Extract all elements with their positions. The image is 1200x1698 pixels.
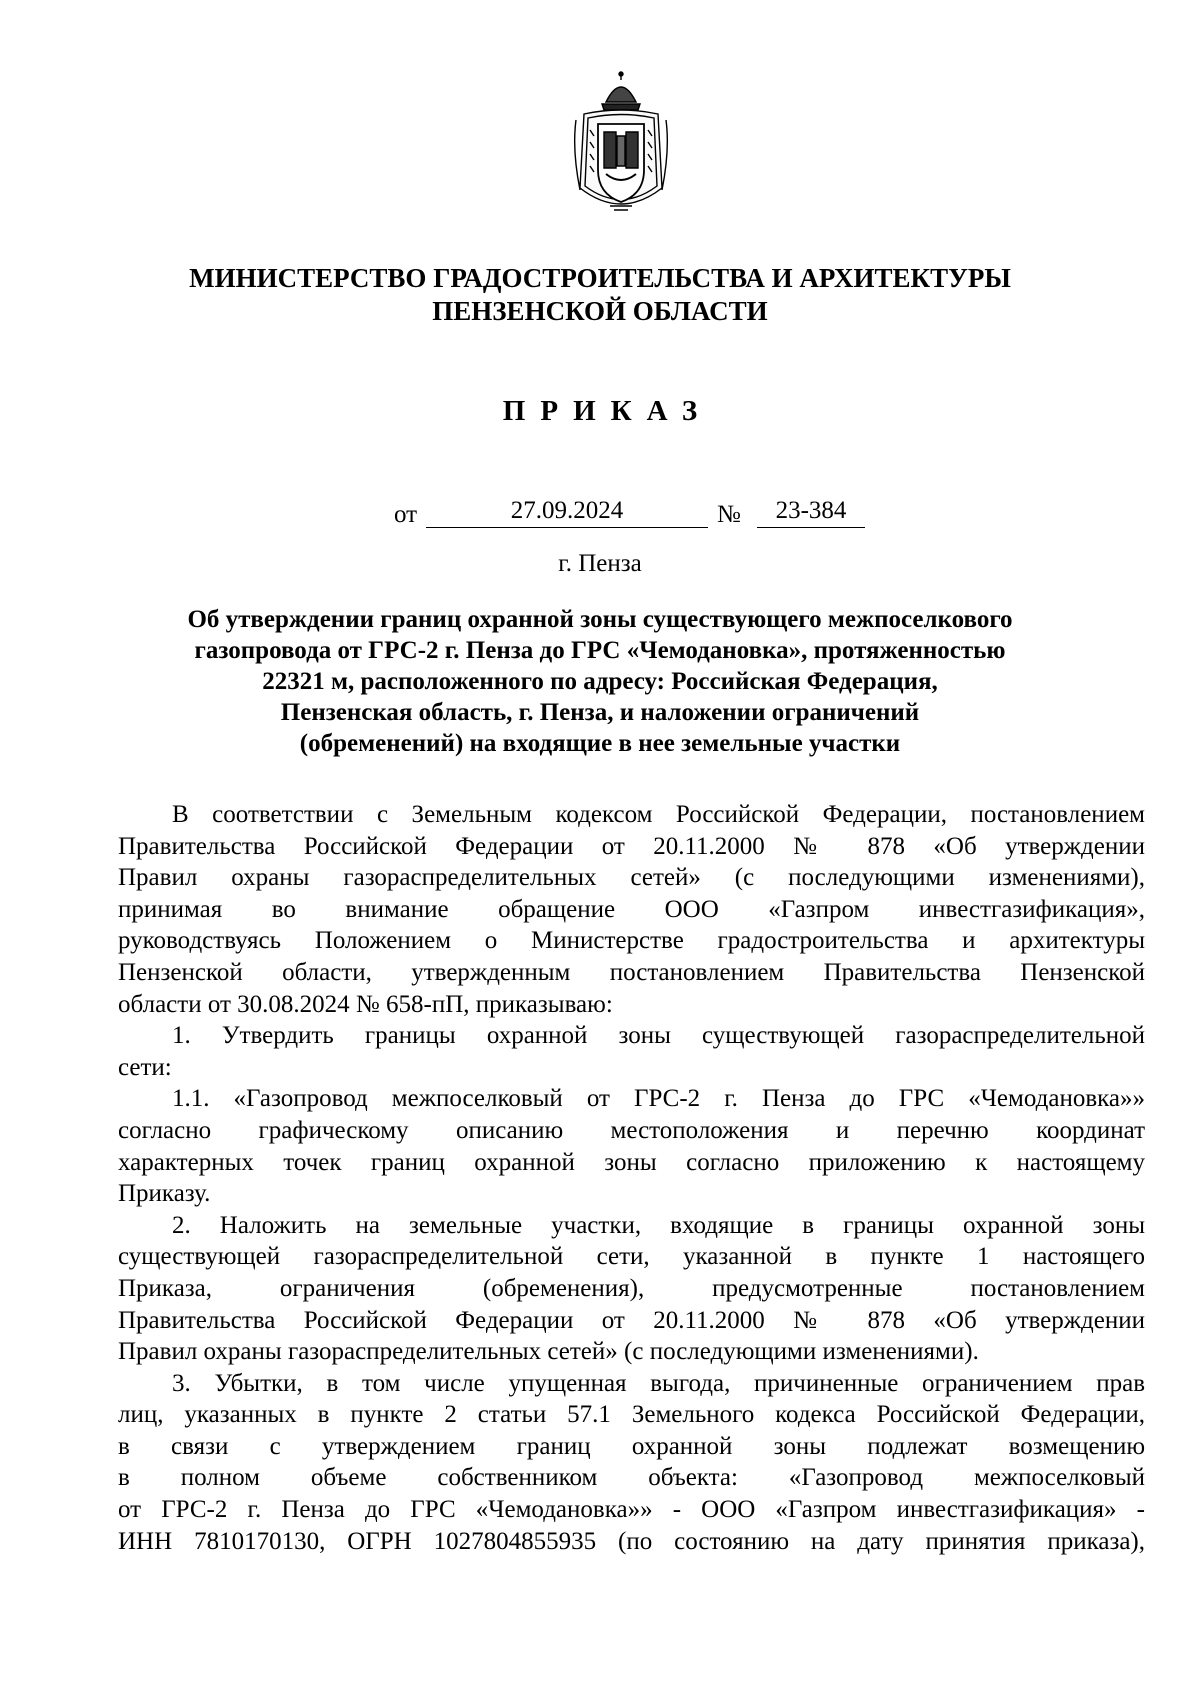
body-line: в полном объеме собственником объекта: «Газопровод межпоселковый [118, 1464, 1145, 1492]
body-line: 3. Убытки, в том числе упущенная выгода, причиненные ограничением прав [172, 1369, 1145, 1397]
number-prefix: № [717, 501, 741, 528]
subject-line: 22321 м, расположенного по адресу: Российская Федерация, [262, 668, 938, 695]
subject-line: (обременений) на входящие в нее земельные участки [299, 730, 901, 757]
date-prefix: от [394, 501, 418, 528]
document-city: г. Пенза [558, 550, 642, 577]
body-line: характерных точек границ охранной зоны согласно приложению к настоящему [118, 1148, 1145, 1176]
body-line: Приказа, ограничения (обременения), предусмотренные постановлением [118, 1274, 1145, 1302]
ministry-name-line1: МИНИСТЕРСТВО ГРАДОСТРОИТЕЛЬСТВА И АРХИТЕКТУРЫ [189, 263, 1011, 293]
document-body [118, 799, 1145, 1557]
document-date: 27.09.2024 [426, 497, 708, 528]
body-line: лиц, указанных в пункте 2 статьи 57.1 Земельного кодекса Российской Федерации, [118, 1401, 1145, 1429]
body-line: 1. Утвердить границы охранной зоны существующей газораспределительной [172, 1022, 1145, 1050]
body-line: принимая во внимание обращение ООО «Газпром инвестгазификация», [118, 895, 1145, 923]
body-line: ИНН 7810170130, ОГРН 1027804855935 (по состоянию на дату принятия приказа), [118, 1527, 1145, 1555]
body-line: от ГРС-2 г. Пенза до ГРС «Чемодановка»» - ООО «Газпром инвестгазификация» - [118, 1496, 1145, 1524]
body-line: сети: [118, 1053, 172, 1081]
body-line: существующей газораспределительной сети, указанной в пункте 1 настоящего [118, 1243, 1145, 1271]
subject-line: Об утверждении границ охранной зоны существующего межпоселкового [187, 606, 1013, 633]
ministry-name-line2: ПЕНЗЕНСКОЙ ОБЛАСТИ [432, 296, 768, 326]
document-type-title: ПРИКАЗ [502, 395, 713, 427]
body-line: области от 30.08.2024 № 658-пП, приказываю: [118, 990, 613, 1018]
body-line: Правил охраны газораспределительных сетей» (с последующими изменениями), [118, 864, 1145, 892]
coat-of-arms-emblem [566, 70, 676, 220]
document-subject [130, 604, 1070, 759]
body-line: Пензенской области, утвержденным постановлением Правительства Пензенской [118, 958, 1145, 986]
date-number-row [0, 497, 1200, 531]
body-line: Правительства Российской Федерации от 20.11.2000 № 878 «Об утверждении [118, 1306, 1145, 1334]
body-line: Правил охраны газораспределительных сетей» (с последующими изменениями). [118, 1338, 979, 1366]
subject-line: газопровода от ГРС-2 г. Пенза до ГРС «Чемодановка», протяженностью [194, 637, 1006, 664]
body-line: руководствуясь Положением о Министерстве градостроительства и архитектуры [118, 927, 1145, 955]
subject-line: Пензенская область, г. Пенза, и наложении ограничений [280, 699, 920, 726]
body-line: В соответствии с Земельным кодексом Российской Федерации, постановлением [172, 801, 1145, 828]
body-line: 2. Наложить на земельные участки, входящие в границы охранной зоны [172, 1211, 1145, 1239]
body-line: Правительства Российской Федерации от 20.11.2000 № 878 «Об утверждении [118, 832, 1145, 860]
body-line: Приказу. [118, 1180, 211, 1208]
body-line: в связи с утверждением границ охранной зоны подлежат возмещению [118, 1432, 1145, 1460]
body-line: 1.1. «Газопровод межпоселковый от ГРС-2 г. Пенза до ГРС «Чемодановка»» [172, 1085, 1145, 1113]
document-number: 23-384 [757, 497, 865, 528]
body-line: согласно графическому описанию местоположения и перечню координат [118, 1116, 1145, 1144]
